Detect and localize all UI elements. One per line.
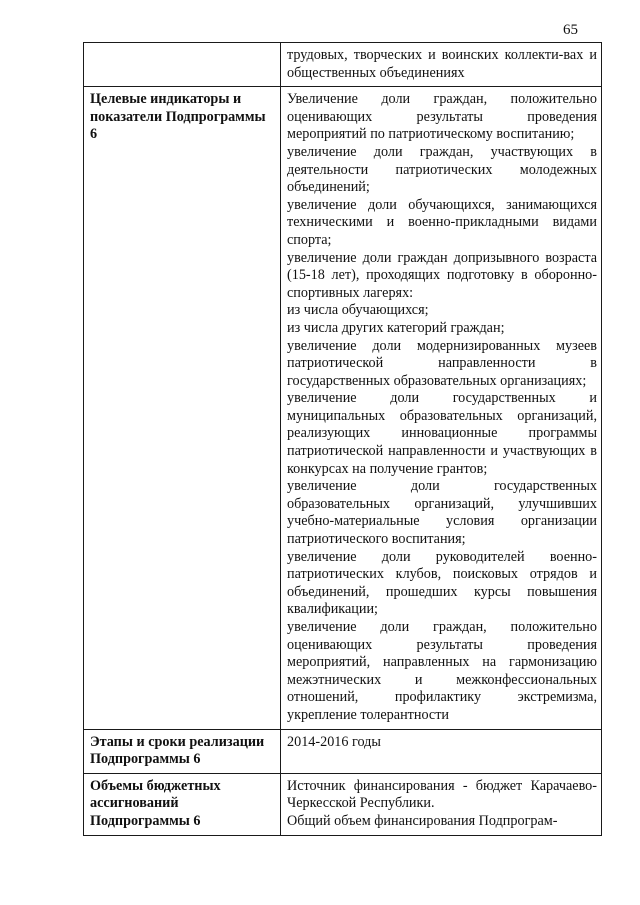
value-line: 2014-2016 годы bbox=[287, 733, 381, 750]
row-label bbox=[84, 729, 281, 773]
row-label bbox=[84, 773, 281, 835]
value-line: Источник финансирования - бюджет Карачаево-Черкесской Республики. bbox=[287, 777, 597, 812]
row-label-text: Объемы бюджетных ассигнований Подпрограммы 6 bbox=[90, 777, 221, 829]
table-row-target-indicators bbox=[84, 87, 602, 729]
value-line: увеличение доли обучающихся, занимающихся техническими и военно-прикладными видами спорта; bbox=[287, 196, 597, 248]
value-line: увеличение доли граждан, участвующих в деятельности патриотических молодежных объединений; bbox=[287, 143, 597, 196]
value-line: увеличение доли государственных образовательных организаций, улучшивших учебно-материальные условия организации патриотического воспитания; bbox=[287, 478, 597, 548]
row-label bbox=[84, 87, 281, 729]
value-line: увеличение доли граждан, положительно оценивающих результаты проведения мероприятий, направленных на гармонизацию межэтнических и межконфессиональных отношений, профилактику экстремизма, укрепление толерантности bbox=[287, 619, 597, 723]
subprogram-passport-table bbox=[83, 42, 602, 836]
row-value bbox=[281, 729, 602, 773]
row-label-text: Этапы и сроки реализации Подпрограммы 6 bbox=[90, 733, 265, 768]
value-line: Увеличение доли граждан, положительно оценивающих результаты проведения мероприятий по патриотическому воспитанию; bbox=[287, 91, 597, 143]
row-value bbox=[281, 87, 602, 729]
row-label-text: Целевые индикаторы и показатели Подпрограммы 6 bbox=[90, 91, 266, 143]
table-row-budget-allocations bbox=[84, 773, 602, 835]
value-line: Общий объем финансирования Подпрограм- bbox=[287, 812, 558, 829]
value-line: увеличение доли граждан допризывного возраста (15-18 лет), проходящих подготовку в оборонно-спортивных лагерях: bbox=[287, 249, 597, 301]
table-row-continuation bbox=[84, 43, 602, 87]
value-line: увеличение доли модернизированных музеев патриотической направленности в государственных образовательных организациях; bbox=[287, 337, 597, 389]
value-line: увеличение доли государственных и муниципальных образовательных организаций, реализующих инновационные программы патриотической направленности и участвующих в конкурсах на получение грантов; bbox=[287, 390, 597, 477]
row-value bbox=[281, 773, 602, 835]
value-line: из числа обучающихся; bbox=[287, 302, 429, 319]
value-line: из числа других категорий граждан; bbox=[287, 319, 505, 336]
value-line: трудовых, творческих и воинских коллекти-вах и общественных объединениях bbox=[287, 47, 597, 81]
row-label bbox=[84, 43, 281, 87]
value-line: увеличение доли руководителей военно-патриотических клубов, поисковых отрядов и объединений, прошедших курсы повышения квалификации; bbox=[287, 548, 597, 618]
row-value bbox=[281, 43, 602, 87]
page-number: 65 bbox=[563, 22, 578, 38]
table-row-stages-and-terms bbox=[84, 729, 602, 773]
